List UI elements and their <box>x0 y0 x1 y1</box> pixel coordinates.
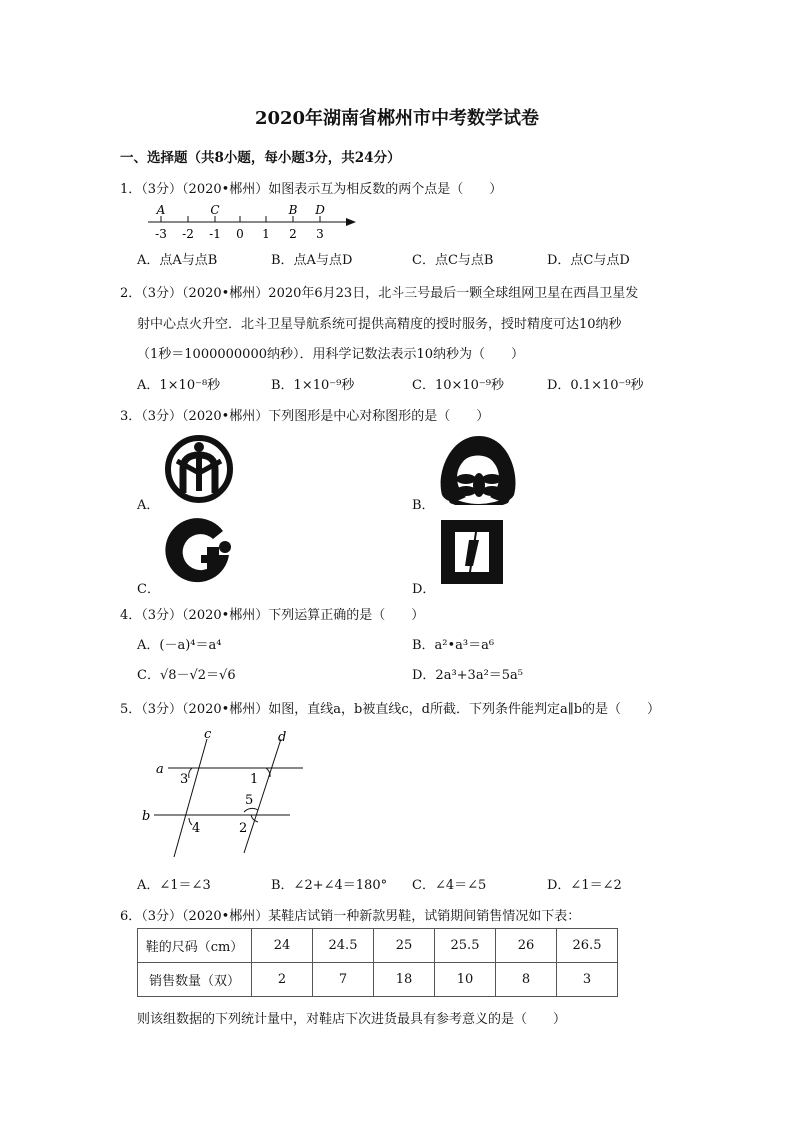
q4-option-a: A．(－a)⁴＝a⁴ <box>137 638 222 653</box>
q1-stem: 1．（3分）（2020•郴州）如图表示互为相反数的两个点是（ ） <box>120 182 503 197</box>
table-cell: 10 <box>435 963 496 997</box>
q4-option-c: C．√8－√2＝√6 <box>137 668 236 683</box>
q1-option-a: A．点A与点B <box>137 253 218 268</box>
q2-line2: 射中心点火升空．北斗卫星导航系统可提供高精度的授时服务，授时精度可达10纳秒 <box>137 317 622 332</box>
q3-label-d: D． <box>412 582 436 597</box>
q3-figure-b-logo-icon <box>438 433 520 505</box>
tick-label: 2 <box>289 227 297 241</box>
table-cell: 24 <box>252 929 313 963</box>
tick-label: 1 <box>262 227 270 241</box>
label-a: a <box>156 762 164 777</box>
section-heading: 一、选择题（共8小题，每小题3分，共24分） <box>120 150 401 166</box>
q2-option-d: D．0.1×10⁻⁹秒 <box>547 378 644 393</box>
angle-label: 4 <box>192 821 201 836</box>
table-cell: 26.5 <box>557 929 618 963</box>
q3-figure-c-logo-icon <box>163 517 235 587</box>
angle-label: 2 <box>239 821 248 836</box>
q3-figure-d-logo-icon <box>441 520 505 586</box>
table-cell: 26 <box>496 929 557 963</box>
shoe-sales-table <box>137 928 618 997</box>
point-label-d: D <box>315 203 325 217</box>
line-c <box>174 739 207 857</box>
label-d: d <box>278 730 287 745</box>
tick-label: 0 <box>236 227 244 241</box>
table-cell: 7 <box>313 963 374 997</box>
q6-stem: 6．（3分）（2020•郴州）某鞋店试销一种新款男鞋，试销期间销售情况如下表： <box>120 909 581 924</box>
page-title: 2020年湖南省郴州市中考数学试卷 <box>254 108 540 129</box>
q2-option-c: C．10×10⁻⁹秒 <box>412 378 504 393</box>
q4-option-b: B．a²•a³＝a⁶ <box>412 638 495 653</box>
tick-label: 3 <box>316 227 324 241</box>
q1-number-line <box>140 200 370 244</box>
q3-label-a: A． <box>137 498 160 513</box>
q5-option-c: C．∠4＝∠5 <box>412 878 487 893</box>
q4-option-d: D．2a³+3a²＝5a⁵ <box>412 668 524 683</box>
point-label-b: B <box>288 203 298 217</box>
table-header-cell: 销售数量（双） <box>138 963 252 997</box>
q3-label-b: B． <box>412 498 435 513</box>
table-header-cell: 鞋的尺码（cm） <box>138 929 252 963</box>
angle-label: 5 <box>245 793 254 808</box>
q6-after-text: 则该组数据的下列统计量中，对鞋店下次进货最具有参考意义的是（ ） <box>137 1012 567 1027</box>
point-label-c: C <box>210 203 220 217</box>
table-row <box>138 963 618 997</box>
point-label-a: A <box>156 203 166 217</box>
q2-option-b: B．1×10⁻⁹秒 <box>271 378 355 393</box>
angle-label: 1 <box>250 772 259 787</box>
table-row <box>138 929 618 963</box>
q4-stem: 4．（3分）（2020•郴州）下列运算正确的是（ ） <box>120 608 425 623</box>
q3-stem: 3．（3分）（2020•郴州）下列图形是中心对称图形的是（ ） <box>120 409 490 424</box>
q1-option-d: D．点C与点D <box>547 253 630 268</box>
q5-option-b: B．∠2+∠4＝180° <box>271 878 388 893</box>
q1-option-c: C．点C与点B <box>412 253 494 268</box>
q5-option-d: D．∠1＝∠2 <box>547 878 622 893</box>
q2-line1: 2．（3分）（2020•郴州）2020年6月23日，北斗三号最后一颗全球组网卫星在西昌卫星发 <box>120 286 639 301</box>
q1-option-b: B．点A与点D <box>271 253 353 268</box>
q5-option-a: A．∠1＝∠3 <box>137 878 211 893</box>
q2-option-a: A．1×10⁻⁸秒 <box>137 378 221 393</box>
label-c: c <box>204 727 212 742</box>
tick-label: -2 <box>182 227 194 241</box>
angle-label: 3 <box>180 772 189 787</box>
q2-line3: （1秒＝1000000000纳秒）．用科学记数法表示10纳秒为（ ） <box>137 347 525 362</box>
table-cell: 8 <box>496 963 557 997</box>
table-cell: 3 <box>557 963 618 997</box>
q3-figure-a-logo-icon <box>163 433 239 505</box>
q3-label-c: C． <box>137 582 160 597</box>
q5-figure <box>140 724 310 864</box>
tick-label: -1 <box>209 227 221 241</box>
tick-label: -3 <box>155 227 167 241</box>
arrow-right-icon <box>346 218 356 226</box>
label-b: b <box>142 809 151 824</box>
table-cell: 24.5 <box>313 929 374 963</box>
table-cell: 25.5 <box>435 929 496 963</box>
table-cell: 2 <box>252 963 313 997</box>
q5-stem: 5．（3分）（2020•郴州）如图，直线a，b被直线c，d所截．下列条件能判定a∥b的是（ ） <box>120 702 661 717</box>
table-cell: 18 <box>374 963 435 997</box>
table-cell: 25 <box>374 929 435 963</box>
